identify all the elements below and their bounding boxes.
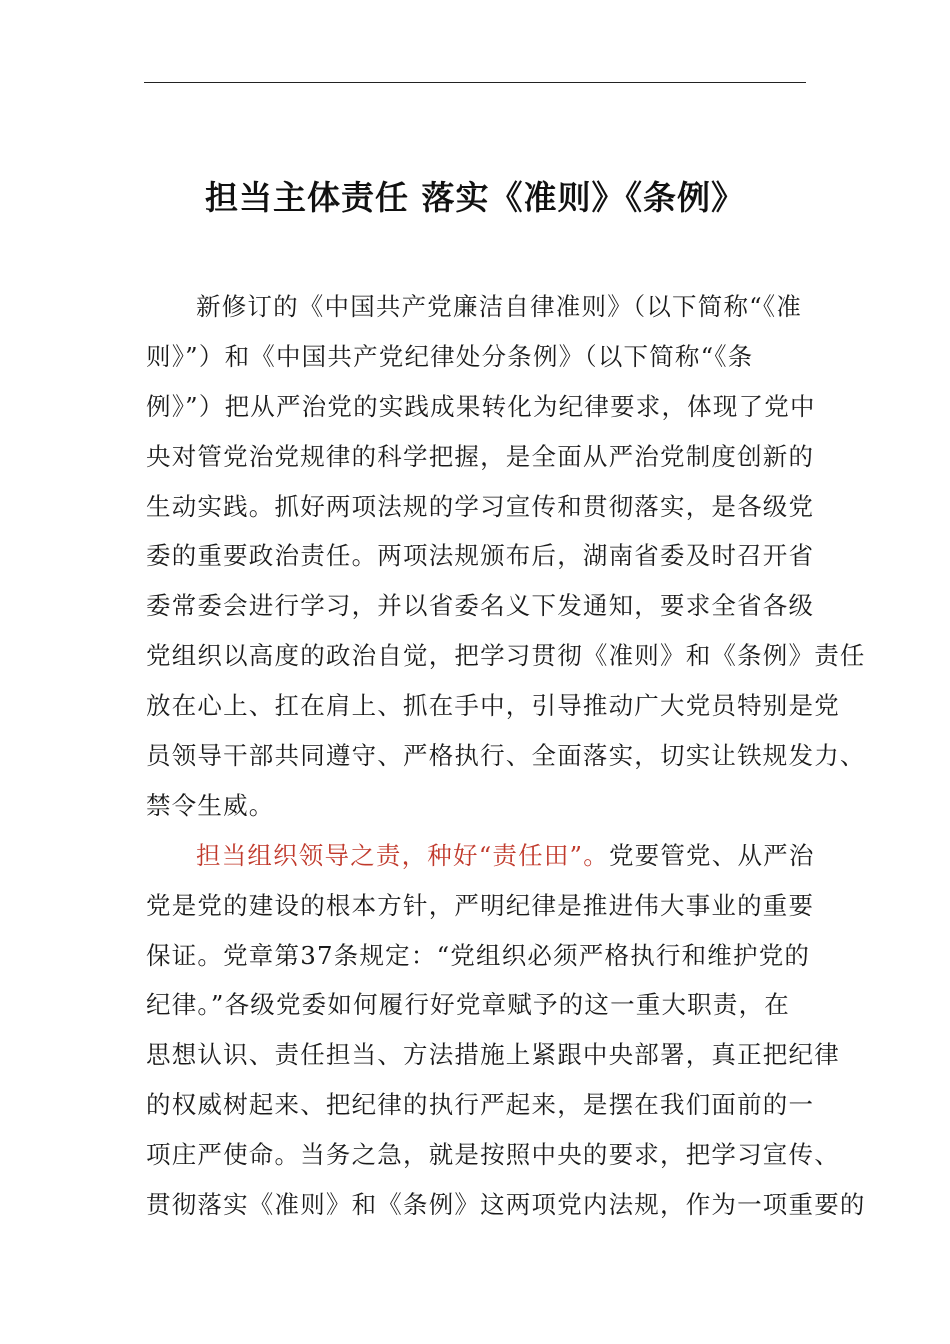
header-rule: [144, 82, 806, 83]
section-heading: 担当组织领导之责，种好“责任田”。: [196, 840, 609, 870]
paragraph-1-line: 禁令生威。: [146, 790, 275, 820]
paragraph-1-line: 放在心上、扛在肩上、抓在手中，引导推动广大党员特别是党: [146, 691, 840, 721]
paragraph-1-line: 新修订的《中国共产党廉洁自律准则》（以下简称“《准: [196, 292, 803, 321]
paragraph-2-line: 的权威树起来、把纪律的执行严起来，是摆在我们面前的一: [146, 1090, 815, 1120]
paragraph-2-first-line: [146, 831, 815, 881]
paragraph-1-line: 党组织以高度的政治自觉，把学习贯彻《准则》和《条例》责任: [146, 641, 866, 671]
paragraph-1-line: 委常委会进行学习，并以省委名义下发通知，要求全省各级: [146, 591, 815, 621]
paragraph-2-line: 纪律。”各级党委如何履行好党章赋予的这一重大职责，在: [146, 990, 790, 1020]
paragraph-1-line: 委的重要政治责任。两项法规颁布后，湖南省委及时召开省: [146, 541, 815, 571]
paragraph-1-line: 生动实践。抓好两项法规的学习宣传和贯彻落实，是各级党: [146, 491, 815, 521]
document-title: 担当主体责任 落实《准则》《条例》: [205, 178, 745, 217]
paragraph-1-line: 员领导干部共同遵守、严格执行、全面落实，切实让铁规发力、: [146, 741, 866, 771]
paragraph-2-text: 党要管党、从严治: [608, 840, 815, 870]
paragraph-2-line: 思想认识、责任担当、方法措施上紧跟中央部署，真正把纪律: [146, 1040, 840, 1070]
paragraph-1-line: 则》”）和《中国共产党纪律处分条例》（以下简称“《条: [146, 341, 754, 371]
paragraph-1-line: 例》”）把从严治党的实践成果转化为纪律要求，体现了党中: [146, 391, 816, 421]
document-body: [146, 282, 866, 1230]
paragraph-1-line: 央对管党治党规律的科学把握，是全面从严治党制度创新的: [146, 441, 815, 471]
paragraph-2-line: 保证。党章第37条规定：“党组织必须严格执行和维护党的: [146, 940, 811, 970]
paragraph-2-line: 项庄严使命。当务之急，就是按照中央的要求，把学习宣传、: [146, 1140, 840, 1170]
paragraph-2-line: 党是党的建设的根本方针，严明纪律是推进伟大事业的重要: [146, 890, 815, 920]
paragraph-2-line: 贯彻落实《准则》和《条例》这两项党内法规，作为一项重要的: [146, 1190, 866, 1220]
